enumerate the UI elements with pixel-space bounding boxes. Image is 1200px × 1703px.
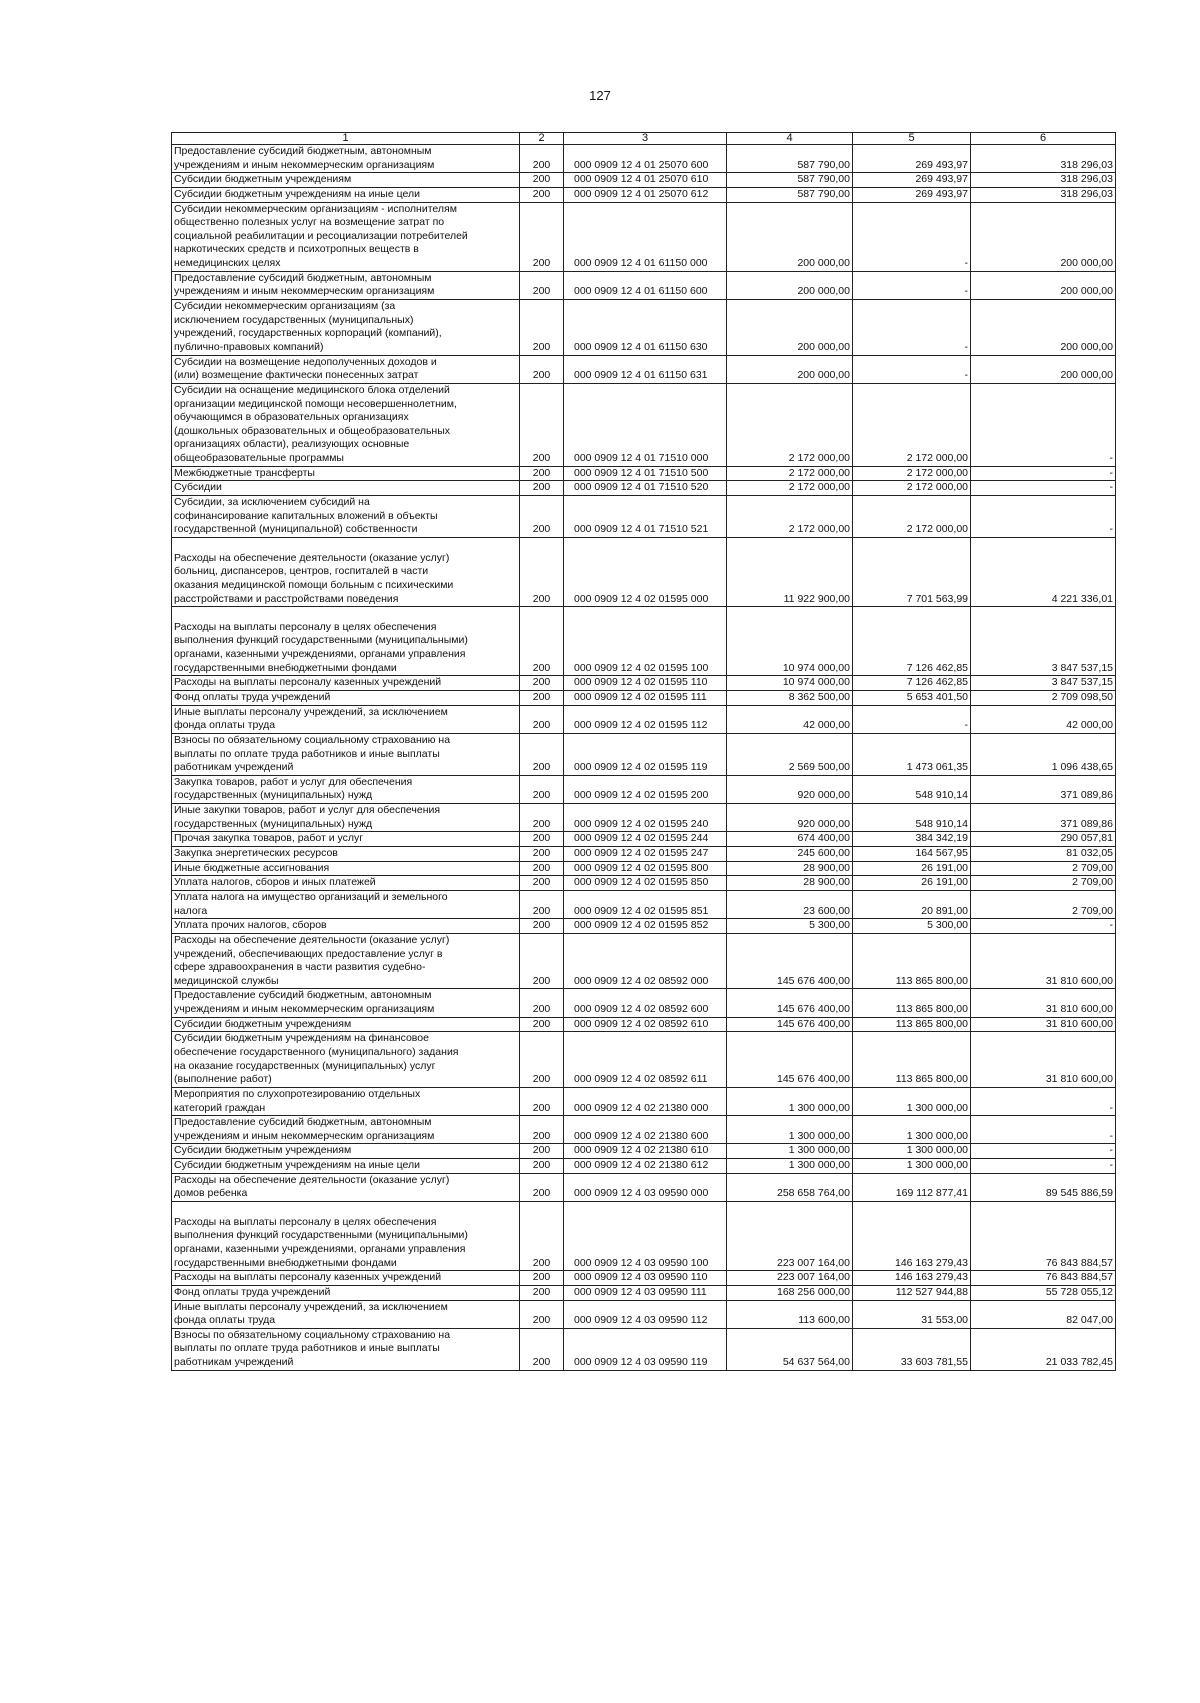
row-name: Мероприятия по слухопротезированию отдельных категорий граждан: [172, 1087, 520, 1115]
row-unexecuted-amount: 200 000,00: [971, 355, 1116, 383]
table-row: [172, 676, 1116, 691]
row-unexecuted-amount: 3 847 537,15: [971, 676, 1116, 691]
row-line-code: 200: [520, 1202, 564, 1271]
row-approved-amount: 200 000,00: [727, 271, 853, 299]
row-line-code: 200: [520, 1087, 564, 1115]
row-name: Расходы на обеспечение деятельности (оказание услуг) учреждений, обеспечивающих предоставление услуг в сфере здравоохранения в части развития судебно- медицинской службы: [172, 933, 520, 989]
row-executed-amount: 26 191,00: [853, 861, 971, 876]
row-line-code: 200: [520, 1328, 564, 1370]
row-approved-amount: 920 000,00: [727, 775, 853, 803]
table-body: [172, 145, 1116, 1371]
row-approved-amount: 23 600,00: [727, 890, 853, 918]
row-budget-code: 000 0909 12 4 02 08592 611: [564, 1032, 727, 1088]
row-executed-amount: 1 300 000,00: [853, 1087, 971, 1115]
row-executed-amount: -: [853, 355, 971, 383]
table-row: [172, 919, 1116, 934]
row-unexecuted-amount: 290 057,81: [971, 832, 1116, 847]
row-line-code: 200: [520, 537, 564, 606]
row-name: Прочая закупка товаров, работ и услуг: [172, 832, 520, 847]
row-approved-amount: 1 300 000,00: [727, 1144, 853, 1159]
header-col-3: 3: [564, 133, 727, 145]
row-name: Иные закупки товаров, работ и услуг для обеспечения государственных (муниципальных) нужд: [172, 804, 520, 832]
table-row: [172, 481, 1116, 496]
row-budget-code: 000 0909 12 4 03 09590 100: [564, 1202, 727, 1271]
table-row: [172, 202, 1116, 271]
row-name: Взносы по обязательному социальному страхованию на выплаты по оплате труда работников и иные выплаты работникам учреждений: [172, 1328, 520, 1370]
row-approved-amount: 2 172 000,00: [727, 383, 853, 466]
row-unexecuted-amount: 318 296,03: [971, 187, 1116, 202]
row-executed-amount: 384 342,19: [853, 832, 971, 847]
row-line-code: 200: [520, 919, 564, 934]
header-col-5: 5: [853, 133, 971, 145]
table-row: [172, 690, 1116, 705]
row-approved-amount: 2 172 000,00: [727, 481, 853, 496]
row-unexecuted-amount: 4 221 336,01: [971, 537, 1116, 606]
row-executed-amount: 548 910,14: [853, 804, 971, 832]
row-line-code: 200: [520, 690, 564, 705]
row-unexecuted-amount: 55 728 055,12: [971, 1285, 1116, 1300]
row-budget-code: 000 0909 12 4 03 09590 110: [564, 1271, 727, 1286]
row-unexecuted-amount: 31 810 600,00: [971, 989, 1116, 1017]
row-budget-code: 000 0909 12 4 03 09590 111: [564, 1285, 727, 1300]
table-row: [172, 607, 1116, 676]
row-approved-amount: 2 172 000,00: [727, 466, 853, 481]
row-executed-amount: 113 865 800,00: [853, 1032, 971, 1088]
row-approved-amount: 200 000,00: [727, 300, 853, 356]
row-name: Закупка товаров, работ и услуг для обеспечения государственных (муниципальных) нужд: [172, 775, 520, 803]
row-budget-code: 000 0909 12 4 02 01595 240: [564, 804, 727, 832]
header-col-4: 4: [727, 133, 853, 145]
table-row: [172, 271, 1116, 299]
header-col-2: 2: [520, 133, 564, 145]
header-col-6: 6: [971, 133, 1116, 145]
row-approved-amount: 1 300 000,00: [727, 1116, 853, 1144]
row-executed-amount: -: [853, 271, 971, 299]
row-budget-code: 000 0909 12 4 03 09590 112: [564, 1300, 727, 1328]
table-row: [172, 466, 1116, 481]
row-name: Расходы на выплаты персоналу казенных учреждений: [172, 676, 520, 691]
row-executed-amount: 5 653 401,50: [853, 690, 971, 705]
row-unexecuted-amount: 371 089,86: [971, 775, 1116, 803]
row-budget-code: 000 0909 12 4 01 71510 521: [564, 496, 727, 538]
row-line-code: 200: [520, 1017, 564, 1032]
row-approved-amount: 113 600,00: [727, 1300, 853, 1328]
row-executed-amount: 1 473 061,35: [853, 733, 971, 775]
row-unexecuted-amount: -: [971, 919, 1116, 934]
row-executed-amount: 113 865 800,00: [853, 989, 971, 1017]
row-executed-amount: 20 891,00: [853, 890, 971, 918]
table-row: [172, 933, 1116, 989]
row-approved-amount: 28 900,00: [727, 861, 853, 876]
row-executed-amount: 1 300 000,00: [853, 1144, 971, 1159]
row-approved-amount: 28 900,00: [727, 876, 853, 891]
row-approved-amount: 223 007 164,00: [727, 1202, 853, 1271]
row-unexecuted-amount: 81 032,05: [971, 847, 1116, 862]
row-unexecuted-amount: 371 089,86: [971, 804, 1116, 832]
row-executed-amount: 2 172 000,00: [853, 466, 971, 481]
row-executed-amount: 113 865 800,00: [853, 933, 971, 989]
table-row: [172, 1017, 1116, 1032]
row-name: Субсидии: [172, 481, 520, 496]
row-approved-amount: 145 676 400,00: [727, 989, 853, 1017]
row-name: Субсидии некоммерческим организациям (за исключением государственных (муниципальных) учреждений, государственных корпораций (компаний), публично-правовых компаний): [172, 300, 520, 356]
row-approved-amount: 674 400,00: [727, 832, 853, 847]
row-line-code: 200: [520, 1032, 564, 1088]
row-budget-code: 000 0909 12 4 02 08592 600: [564, 989, 727, 1017]
row-budget-code: 000 0909 12 4 02 01595 110: [564, 676, 727, 691]
row-executed-amount: 7 126 462,85: [853, 607, 971, 676]
row-executed-amount: 2 172 000,00: [853, 496, 971, 538]
table-row: [172, 705, 1116, 733]
row-budget-code: 000 0909 12 4 01 25070 610: [564, 173, 727, 188]
row-line-code: 200: [520, 355, 564, 383]
row-line-code: 200: [520, 466, 564, 481]
row-budget-code: 000 0909 12 4 02 01595 000: [564, 537, 727, 606]
row-line-code: 200: [520, 876, 564, 891]
row-name: Расходы на выплаты персоналу казенных учреждений: [172, 1271, 520, 1286]
row-line-code: 200: [520, 861, 564, 876]
row-name: Расходы на обеспечение деятельности (оказание услуг) больниц, диспансеров, центров, госпиталей в части оказания медицинской помощи больным с психическими расстройствами и расстройствами поведения: [172, 537, 520, 606]
row-executed-amount: 269 493,97: [853, 187, 971, 202]
row-budget-code: 000 0909 12 4 01 71510 520: [564, 481, 727, 496]
header-col-1: 1: [172, 133, 520, 145]
row-line-code: 200: [520, 933, 564, 989]
row-approved-amount: 145 676 400,00: [727, 1032, 853, 1088]
table-header: [172, 133, 1116, 145]
row-unexecuted-amount: 200 000,00: [971, 300, 1116, 356]
row-line-code: 200: [520, 733, 564, 775]
row-unexecuted-amount: -: [971, 1087, 1116, 1115]
row-budget-code: 000 0909 12 4 02 01595 850: [564, 876, 727, 891]
row-line-code: 200: [520, 271, 564, 299]
row-budget-code: 000 0909 12 4 02 21380 600: [564, 1116, 727, 1144]
row-executed-amount: 2 172 000,00: [853, 383, 971, 466]
row-line-code: 200: [520, 607, 564, 676]
row-executed-amount: 26 191,00: [853, 876, 971, 891]
row-unexecuted-amount: 31 810 600,00: [971, 1032, 1116, 1088]
row-budget-code: 000 0909 12 4 02 21380 000: [564, 1087, 727, 1115]
row-budget-code: 000 0909 12 4 02 01595 800: [564, 861, 727, 876]
row-name: Иные бюджетные ассигнования: [172, 861, 520, 876]
row-budget-code: 000 0909 12 4 03 09590 119: [564, 1328, 727, 1370]
row-approved-amount: 223 007 164,00: [727, 1271, 853, 1286]
row-budget-code: 000 0909 12 4 02 01595 852: [564, 919, 727, 934]
row-name: Уплата налога на имущество организаций и земельного налога: [172, 890, 520, 918]
row-unexecuted-amount: -: [971, 481, 1116, 496]
row-name: Расходы на выплаты персоналу в целях обеспечения выполнения функций государственными (муниципальными) органами, казенными учреждениями, органами управления государственными внебюджетными фондами: [172, 607, 520, 676]
row-name: Субсидии бюджетным учреждениям на финансовое обеспечение государственного (муниципального) задания на оказание государственных (муниципальных) услуг (выполнение работ): [172, 1032, 520, 1088]
row-executed-amount: 33 603 781,55: [853, 1328, 971, 1370]
row-line-code: 200: [520, 804, 564, 832]
row-executed-amount: 2 172 000,00: [853, 481, 971, 496]
row-unexecuted-amount: 89 545 886,59: [971, 1173, 1116, 1201]
row-line-code: 200: [520, 481, 564, 496]
row-executed-amount: 146 163 279,43: [853, 1271, 971, 1286]
row-name: Субсидии некоммерческим организациям - исполнителям общественно полезных услуг на возмещение затрат по социальной реабилитации и ресоциализации потребителей наркотических средств и психотропных веществ в немедицинских целях: [172, 202, 520, 271]
table-row: [172, 1159, 1116, 1174]
row-approved-amount: 587 790,00: [727, 173, 853, 188]
table-row: [172, 300, 1116, 356]
table-row: [172, 1173, 1116, 1201]
row-executed-amount: 269 493,97: [853, 173, 971, 188]
row-approved-amount: 168 256 000,00: [727, 1285, 853, 1300]
row-budget-code: 000 0909 12 4 01 25070 600: [564, 145, 727, 173]
table-row: [172, 876, 1116, 891]
row-line-code: 200: [520, 145, 564, 173]
row-unexecuted-amount: 31 810 600,00: [971, 1017, 1116, 1032]
budget-execution-table: [171, 132, 1116, 1371]
table-row: [172, 383, 1116, 466]
row-name: Взносы по обязательному социальному страхованию на выплаты по оплате труда работников и иные выплаты работникам учреждений: [172, 733, 520, 775]
row-budget-code: 000 0909 12 4 02 01595 244: [564, 832, 727, 847]
row-budget-code: 000 0909 12 4 02 21380 612: [564, 1159, 727, 1174]
row-line-code: 200: [520, 496, 564, 538]
row-budget-code: 000 0909 12 4 02 21380 610: [564, 1144, 727, 1159]
table-row: [172, 145, 1116, 173]
row-unexecuted-amount: -: [971, 466, 1116, 481]
row-name: Иные выплаты персоналу учреждений, за исключением фонда оплаты труда: [172, 1300, 520, 1328]
table-row: [172, 1087, 1116, 1115]
row-budget-code: 000 0909 12 4 02 01595 851: [564, 890, 727, 918]
row-approved-amount: 920 000,00: [727, 804, 853, 832]
row-executed-amount: 7 701 563,99: [853, 537, 971, 606]
row-name: Расходы на выплаты персоналу в целях обеспечения выполнения функций государственными (муниципальными) органами, казенными учреждениями, органами управления государственными внебюджетными фондами: [172, 1202, 520, 1271]
row-name: Фонд оплаты труда учреждений: [172, 690, 520, 705]
table-row: [172, 355, 1116, 383]
row-approved-amount: 258 658 764,00: [727, 1173, 853, 1201]
row-line-code: 200: [520, 832, 564, 847]
row-unexecuted-amount: 200 000,00: [971, 202, 1116, 271]
row-unexecuted-amount: -: [971, 1159, 1116, 1174]
row-budget-code: 000 0909 12 4 02 01595 112: [564, 705, 727, 733]
row-executed-amount: 1 300 000,00: [853, 1116, 971, 1144]
row-unexecuted-amount: 31 810 600,00: [971, 933, 1116, 989]
table-row: [172, 804, 1116, 832]
table-row: [172, 890, 1116, 918]
row-approved-amount: 200 000,00: [727, 202, 853, 271]
row-name: Предоставление субсидий бюджетным, автономным учреждениям и иным некоммерческим организациям: [172, 145, 520, 173]
row-budget-code: 000 0909 12 4 02 01595 111: [564, 690, 727, 705]
row-unexecuted-amount: -: [971, 496, 1116, 538]
row-line-code: 200: [520, 890, 564, 918]
row-name: Субсидии бюджетным учреждениям на иные цели: [172, 187, 520, 202]
row-line-code: 200: [520, 1271, 564, 1286]
row-executed-amount: 169 112 877,41: [853, 1173, 971, 1201]
table-row: [172, 1328, 1116, 1370]
row-name: Фонд оплаты труда учреждений: [172, 1285, 520, 1300]
row-name: Субсидии на возмещение недополученных доходов и (или) возмещение фактически понесенных затрат: [172, 355, 520, 383]
row-budget-code: 000 0909 12 4 01 25070 612: [564, 187, 727, 202]
row-executed-amount: 112 527 944,88: [853, 1285, 971, 1300]
row-name: Субсидии бюджетным учреждениям на иные цели: [172, 1159, 520, 1174]
row-unexecuted-amount: -: [971, 383, 1116, 466]
row-executed-amount: 5 300,00: [853, 919, 971, 934]
row-unexecuted-amount: 318 296,03: [971, 145, 1116, 173]
row-approved-amount: 10 974 000,00: [727, 607, 853, 676]
row-executed-amount: 31 553,00: [853, 1300, 971, 1328]
row-name: Уплата прочих налогов, сборов: [172, 919, 520, 934]
row-approved-amount: 1 300 000,00: [727, 1087, 853, 1115]
row-approved-amount: 200 000,00: [727, 355, 853, 383]
row-approved-amount: 54 637 564,00: [727, 1328, 853, 1370]
table-row: [172, 989, 1116, 1017]
row-budget-code: 000 0909 12 4 02 01595 200: [564, 775, 727, 803]
row-line-code: 200: [520, 705, 564, 733]
row-line-code: 200: [520, 847, 564, 862]
table-row: [172, 1144, 1116, 1159]
row-executed-amount: 1 300 000,00: [853, 1159, 971, 1174]
row-unexecuted-amount: -: [971, 1144, 1116, 1159]
row-executed-amount: -: [853, 202, 971, 271]
row-unexecuted-amount: 1 096 438,65: [971, 733, 1116, 775]
row-line-code: 200: [520, 1159, 564, 1174]
row-executed-amount: 164 567,95: [853, 847, 971, 862]
row-name: Уплата налогов, сборов и иных платежей: [172, 876, 520, 891]
row-unexecuted-amount: 42 000,00: [971, 705, 1116, 733]
row-budget-code: 000 0909 12 4 01 61150 000: [564, 202, 727, 271]
row-unexecuted-amount: 21 033 782,45: [971, 1328, 1116, 1370]
row-budget-code: 000 0909 12 4 01 61150 631: [564, 355, 727, 383]
row-approved-amount: 587 790,00: [727, 145, 853, 173]
row-line-code: 200: [520, 1116, 564, 1144]
row-executed-amount: 7 126 462,85: [853, 676, 971, 691]
table-row: [172, 1300, 1116, 1328]
row-unexecuted-amount: 76 843 884,57: [971, 1271, 1116, 1286]
table-row: [172, 537, 1116, 606]
row-name: Иные выплаты персоналу учреждений, за исключением фонда оплаты труда: [172, 705, 520, 733]
table-row: [172, 496, 1116, 538]
row-budget-code: 000 0909 12 4 02 08592 000: [564, 933, 727, 989]
table-row: [172, 861, 1116, 876]
row-line-code: 200: [520, 989, 564, 1017]
header-row: [172, 133, 1116, 145]
row-line-code: 200: [520, 383, 564, 466]
row-unexecuted-amount: 3 847 537,15: [971, 607, 1116, 676]
row-budget-code: 000 0909 12 4 01 71510 500: [564, 466, 727, 481]
table-row: [172, 1202, 1116, 1271]
row-budget-code: 000 0909 12 4 02 01595 119: [564, 733, 727, 775]
row-budget-code: 000 0909 12 4 03 09590 000: [564, 1173, 727, 1201]
row-unexecuted-amount: 2 709 098,50: [971, 690, 1116, 705]
table-row: [172, 1271, 1116, 1286]
row-name: Предоставление субсидий бюджетным, автономным учреждениям и иным некоммерческим организациям: [172, 1116, 520, 1144]
row-approved-amount: 42 000,00: [727, 705, 853, 733]
row-approved-amount: 145 676 400,00: [727, 1017, 853, 1032]
row-executed-amount: -: [853, 705, 971, 733]
table-row: [172, 1116, 1116, 1144]
table-row: [172, 173, 1116, 188]
table-row: [172, 832, 1116, 847]
row-approved-amount: 587 790,00: [727, 187, 853, 202]
row-name: Субсидии на оснащение медицинского блока отделений организации медицинской помощи несовершеннолетним, обучающимся в образовательных организациях (дошкольных образовательных и общеобразовательных организациях области), реализующих основные общеобразовательные программы: [172, 383, 520, 466]
row-name: Субсидии бюджетным учреждениям: [172, 1144, 520, 1159]
row-line-code: 200: [520, 300, 564, 356]
table-row: [172, 775, 1116, 803]
row-line-code: 200: [520, 173, 564, 188]
table-row: [172, 1032, 1116, 1088]
row-approved-amount: 5 300,00: [727, 919, 853, 934]
row-executed-amount: 269 493,97: [853, 145, 971, 173]
row-executed-amount: 146 163 279,43: [853, 1202, 971, 1271]
row-name: Расходы на обеспечение деятельности (оказание услуг) домов ребенка: [172, 1173, 520, 1201]
row-budget-code: 000 0909 12 4 01 61150 630: [564, 300, 727, 356]
row-approved-amount: 245 600,00: [727, 847, 853, 862]
row-approved-amount: 145 676 400,00: [727, 933, 853, 989]
row-name: Субсидии бюджетным учреждениям: [172, 1017, 520, 1032]
row-name: Субсидии бюджетным учреждениям: [172, 173, 520, 188]
row-line-code: 200: [520, 775, 564, 803]
row-approved-amount: 10 974 000,00: [727, 676, 853, 691]
row-name: Закупка энергетических ресурсов: [172, 847, 520, 862]
row-unexecuted-amount: 2 709,00: [971, 890, 1116, 918]
row-approved-amount: 1 300 000,00: [727, 1159, 853, 1174]
row-line-code: 200: [520, 1300, 564, 1328]
row-line-code: 200: [520, 1173, 564, 1201]
row-approved-amount: 2 172 000,00: [727, 496, 853, 538]
row-unexecuted-amount: -: [971, 1116, 1116, 1144]
row-approved-amount: 11 922 900,00: [727, 537, 853, 606]
row-line-code: 200: [520, 1144, 564, 1159]
row-approved-amount: 8 362 500,00: [727, 690, 853, 705]
row-unexecuted-amount: 2 709,00: [971, 876, 1116, 891]
row-unexecuted-amount: 318 296,03: [971, 173, 1116, 188]
row-budget-code: 000 0909 12 4 02 08592 610: [564, 1017, 727, 1032]
row-budget-code: 000 0909 12 4 01 71510 000: [564, 383, 727, 466]
row-executed-amount: 113 865 800,00: [853, 1017, 971, 1032]
row-unexecuted-amount: 200 000,00: [971, 271, 1116, 299]
row-line-code: 200: [520, 676, 564, 691]
table-row: [172, 187, 1116, 202]
row-executed-amount: -: [853, 300, 971, 356]
row-unexecuted-amount: 76 843 884,57: [971, 1202, 1116, 1271]
row-unexecuted-amount: 82 047,00: [971, 1300, 1116, 1328]
row-line-code: 200: [520, 1285, 564, 1300]
row-name: Межбюджетные трансферты: [172, 466, 520, 481]
row-budget-code: 000 0909 12 4 01 61150 600: [564, 271, 727, 299]
row-name: Предоставление субсидий бюджетным, автономным учреждениям и иным некоммерческим организациям: [172, 989, 520, 1017]
row-budget-code: 000 0909 12 4 02 01595 100: [564, 607, 727, 676]
row-approved-amount: 2 569 500,00: [727, 733, 853, 775]
row-unexecuted-amount: 2 709,00: [971, 861, 1116, 876]
table-row: [172, 847, 1116, 862]
row-name: Субсидии, за исключением субсидий на софинансирование капитальных вложений в объекты государственной (муниципальной) собственности: [172, 496, 520, 538]
table-row: [172, 733, 1116, 775]
row-executed-amount: 548 910,14: [853, 775, 971, 803]
page-number: 127: [589, 88, 611, 103]
row-line-code: 200: [520, 202, 564, 271]
row-line-code: 200: [520, 187, 564, 202]
table-row: [172, 1285, 1116, 1300]
row-budget-code: 000 0909 12 4 02 01595 247: [564, 847, 727, 862]
row-name: Предоставление субсидий бюджетным, автономным учреждениям и иным некоммерческим организациям: [172, 271, 520, 299]
